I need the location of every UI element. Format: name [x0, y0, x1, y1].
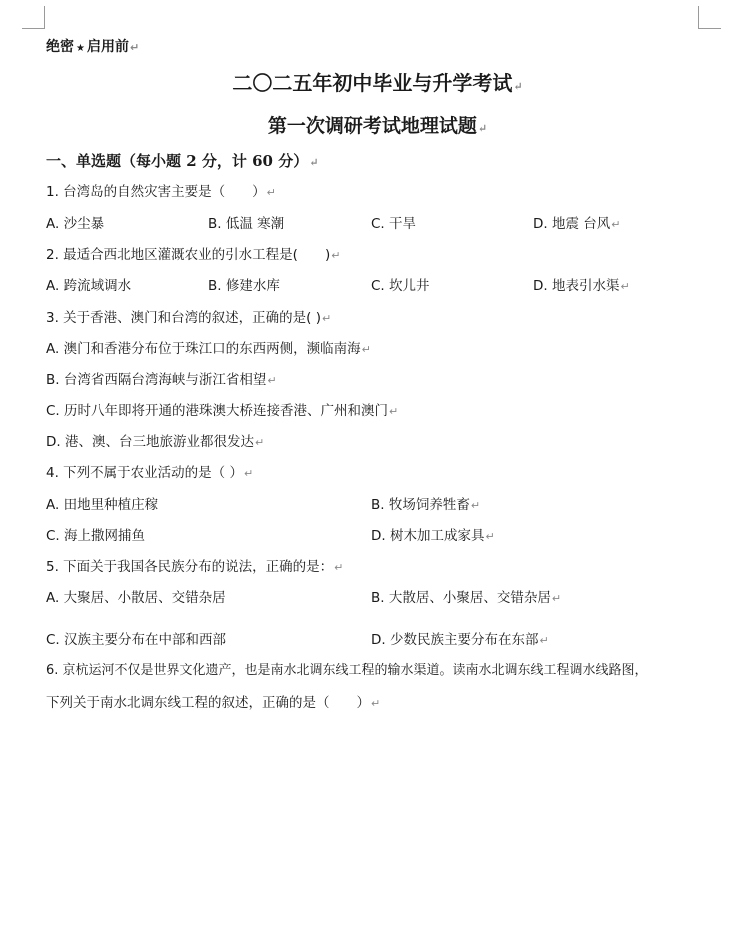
question-6-stem-line-1: 6. 京杭运河不仅是世界文化遗产，也是南水北调东线工程的输水渠道。读南水北调东线工程调水线路图， [46, 663, 648, 678]
question-4-stem [46, 464, 253, 483]
paragraph-mark-icon: ↵ [485, 530, 495, 543]
exam-subtitle [0, 113, 755, 142]
option-text: B. 台湾省西隔台湾海峡与浙江省相望 [46, 372, 267, 388]
question-1-option-d [533, 215, 621, 234]
option-text: B. 大散居、小聚居、交错杂居 [371, 590, 551, 606]
question-6-stem-line-2 [46, 694, 380, 713]
paragraph-mark-icon: ↵ [309, 156, 319, 169]
paragraph-mark-icon: ↵ [611, 218, 621, 231]
paragraph-mark-icon: ↵ [322, 312, 332, 325]
question-3-option-a [46, 340, 371, 359]
question-3-option-c [46, 402, 398, 421]
paragraph-mark-icon: ↵ [129, 41, 140, 54]
question-text: 4. 下列不属于农业活动的是（ ） [46, 465, 243, 481]
question-2-option-a: A. 跨流域调水 [46, 278, 132, 294]
question-2-stem [46, 246, 340, 265]
paragraph-mark-icon: ↵ [477, 122, 488, 135]
question-4-option-d [371, 527, 495, 546]
margin-corner-mark-right [698, 6, 721, 29]
paragraph-mark-icon: ↵ [539, 634, 549, 647]
question-3-option-b [46, 371, 277, 390]
secret-label-left: 绝密 [46, 39, 74, 55]
option-text: D. 少数民族主要分布在东部 [371, 632, 539, 648]
star-icon: ★ [76, 43, 85, 54]
question-1-option-b: B. 低温 寒潮 [208, 216, 285, 232]
question-2-option-b: B. 修建水库 [208, 278, 280, 294]
paragraph-mark-icon: ↵ [254, 436, 265, 449]
option-text: C. 历时八年即将开通的港珠澳大桥连接香港、广州和澳门 [46, 403, 389, 419]
secret-label-right: 启用前 [86, 39, 129, 55]
option-text: D. 地表引水渠 [533, 278, 620, 294]
exam-title [0, 70, 755, 100]
section-heading [46, 151, 318, 173]
secret-label [46, 38, 139, 58]
question-5-option-b [371, 589, 561, 608]
paragraph-mark-icon: ↵ [361, 343, 371, 356]
paragraph-mark-icon: ↵ [267, 374, 277, 387]
exam-title-text: 二〇二五年初中毕业与升学考试 [232, 71, 513, 95]
paragraph-mark-icon: ↵ [620, 280, 630, 293]
question-5-stem [46, 558, 343, 577]
question-text: 2. 最适合西北地区灌溉农业的引水工程是( ) [46, 247, 331, 263]
paragraph-mark-icon: ↵ [513, 80, 523, 93]
question-4-option-a: A. 田地里种植庄稼 [46, 497, 159, 513]
question-5-option-a: A. 大聚居、小散居、交错杂居 [46, 590, 226, 606]
paragraph-mark-icon: ↵ [389, 405, 399, 418]
exam-subtitle-text: 第一次调研考试地理试题 [267, 115, 477, 137]
paragraph-mark-icon: ↵ [371, 697, 381, 710]
question-3-option-d [46, 433, 264, 452]
question-text: 下列关于南水北调东线工程的叙述，正确的是（ ） [46, 695, 370, 711]
question-2-option-c: C. 坎儿井 [371, 278, 430, 294]
option-text: D. 港、澳、台三地旅游业都很发达 [46, 434, 254, 450]
question-text: 3. 关于香港、澳门和台湾的叙述，正确的是( ) [46, 310, 321, 326]
paragraph-mark-icon: ↵ [331, 249, 341, 262]
question-5-option-c: C. 汉族主要分布在中部和西部 [46, 632, 227, 648]
question-1-stem [46, 183, 276, 202]
option-text: D. 地震 台风 [533, 216, 611, 232]
question-text: 1. 台湾岛的自然灾害主要是（ ） [46, 184, 266, 200]
question-4-option-c: C. 海上撒网捕鱼 [46, 528, 146, 544]
option-text: A. 澳门和香港分布位于珠江口的东西两侧，濒临南海 [46, 341, 361, 357]
question-2-option-d [533, 277, 630, 296]
paragraph-mark-icon: ↵ [266, 186, 276, 199]
paragraph-mark-icon: ↵ [470, 499, 481, 512]
question-5-option-d [371, 631, 549, 650]
section-heading-text: 一、单选题（每小题 2 分，计 60 分） [46, 152, 309, 170]
question-3-stem [46, 309, 331, 328]
question-1-option-c: C. 干旱 [371, 216, 417, 232]
paragraph-mark-icon: ↵ [551, 592, 562, 605]
option-text: B. 牧场饲养牲畜 [371, 497, 470, 513]
question-1-option-a: A. 沙尘暴 [46, 216, 105, 232]
question-text: 5. 下面关于我国各民族分布的说法，正确的是： [46, 559, 334, 575]
paragraph-mark-icon: ↵ [243, 467, 254, 480]
paragraph-mark-icon: ↵ [334, 561, 344, 574]
margin-corner-mark-left [22, 6, 45, 29]
question-4-option-b [371, 496, 480, 515]
option-text: D. 树木加工成家具 [371, 528, 485, 544]
